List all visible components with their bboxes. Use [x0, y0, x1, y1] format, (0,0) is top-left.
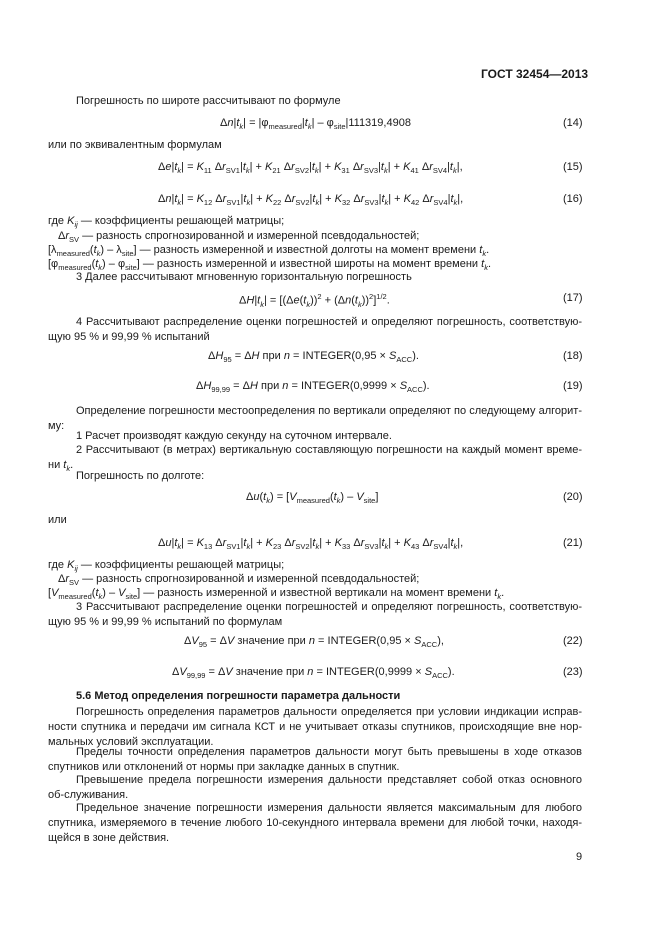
equation-17: $\Delta H|t_k| = [(\Delta e(t_k))^2 + (\Delta n(t_k))^2]^{1/2}$.	[239, 292, 390, 309]
where-r: $\Delta r_{SV}$ — разность спрогнозированной и измеренной псевдодальностей;	[58, 230, 420, 245]
lat-intro: Погрешность по широте рассчитывают по формуле	[76, 95, 341, 107]
equation-21: $\Delta u|t_k| = K_{13}$ $\Delta r_{SV1}|t_k| + K_{23}$ $\Delta r_{SV2}|t_k| + K_{33}$ $\Delta r_{SV3}|t_k| + K_{43}$ $\Delta r_{SV4}|t_k|$,	[158, 537, 464, 552]
vertical-step-2: 2 Рассчитывают (в метрах) вертикальную составляющую погрешности на каждый момент време-ни $t_k$.	[48, 444, 582, 474]
equation-19: $\Delta H_{99,99} = \Delta H$ при n = INTEGER(0,9999 × $S_{ACC}$).	[196, 380, 430, 395]
eq-number-21: (21)	[563, 537, 583, 549]
where-k-2: где $K_{ij}$ — коэффициенты решающей матрицы;	[48, 559, 285, 574]
equation-16: $\Delta n|t_k| = K_{12}$ $\Delta r_{SV1}|t_k| + K_{22}$ $\Delta r_{SV2}|t_k| + K_{32}$ $\Delta r_{SV3}|t_k| + K_{42}$ $\Delta r_{SV4}|t_k|$,	[158, 193, 464, 208]
step-3-vertical: 3 Рассчитывают распределение оценки погрешностей и определяют погрешность, соответствую-щую 95 % и 99,99 % испытаний по формулам	[48, 601, 582, 628]
section-title: Метод определения погрешности параметра дальности	[94, 690, 401, 702]
vertical-definition: Определение погрешности местоопределения по вертикали определяют по следующему алгорит-му:	[48, 405, 582, 432]
section-paragraph-4: Предельное значение погрешности измерения дальности является максимальным для любого спутника, измеряемого в течение любого 10-секундного интервала времени для любой точки, находя-щейся в зоне действия.	[48, 802, 582, 844]
equation-18: $\Delta H_{95} = \Delta H$ при n = INTEGER(0,95 × $S_{ACC}$).	[208, 350, 419, 365]
longitude-intro: Погрешность по долготе:	[76, 470, 205, 482]
step-3-horizontal: 3 Далее рассчитывают мгновенную горизонтальную погрешность	[76, 271, 412, 283]
eq-number-23: (23)	[563, 666, 583, 678]
eq-number-19: (19)	[563, 380, 583, 392]
eq-number-20: (20)	[563, 491, 583, 503]
standard-header: ГОСТ 32454—2013	[481, 67, 589, 81]
or-equivalent: или по эквивалентным формулам	[48, 139, 222, 151]
where-v: $[V_{measured}(t_k) - V_{site}]$ — разность измеренной и известной вертикали на момент времени $t_k$.	[48, 587, 505, 602]
section-heading	[76, 690, 400, 702]
eq-number-14: (14)	[563, 117, 583, 129]
eq-number-17: (17)	[563, 292, 583, 304]
equation-22: $\Delta V_{95} = \Delta V$ значение при n = INTEGER(0,95 × $S_{ACC}$),	[184, 635, 444, 650]
eq-number-18: (18)	[563, 350, 583, 362]
eq14-constant: |111319,4908	[345, 117, 411, 129]
section-number: 5.6	[76, 690, 92, 702]
step-4-paragraph: 4 Рассчитывают распределение оценки погрешностей и определяют погрешность, соответствую-щую 95 % и 99,99 % испытаний	[48, 316, 582, 343]
section-paragraph-1: Погрешность определения параметров дальности определяется при условии индикации исправ-ности спутника и передачи им сигнала КСТ и не учитывает отказы спутников, происходящие вне нор-мальных условий эксплуатации.	[48, 706, 582, 748]
where-k: где $K_{ij}$ — коэффициенты решающей матрицы;	[48, 215, 285, 230]
where-phi: $[\varphi_{measured}(t_k) - \varphi_{site}]$ — разность измеренной и известной широты на момент времени $t_k$.	[48, 258, 491, 273]
equation-14: $\Delta n|t_k| = |\varphi_{measured}|t_k| - \varphi_{site}|111319,4908$	[220, 117, 411, 132]
eq-number-15: (15)	[563, 161, 583, 173]
equation-23: $\Delta V_{99,99} = \Delta V$ значение при n = INTEGER(0,9999 × $S_{ACC}$).	[172, 666, 455, 681]
or-text: или	[48, 514, 67, 526]
page-number: 9	[576, 851, 583, 863]
vertical-step-1: 1 Расчет производят каждую секунду на суточном интервале.	[76, 430, 392, 442]
equation-15: $\Delta e|t_k| = K_{11}$ $\Delta r_{SV1}|t_k| + K_{21}$ $\Delta r_{SV2}|t_k| + K_{31}$ $\Delta r_{SV3}|t_k| + K_{41}$ $\Delta r_{SV4}|t_k|$,	[158, 161, 463, 176]
equation-20: $\Delta u(t_k) = [V_{measured}(t_k) - V_{site}]$	[246, 491, 379, 506]
eq-number-22: (22)	[563, 635, 583, 647]
where-lambda: $[\lambda_{measured}(t_k) - \lambda_{site}]$ — разность измеренной и известной долготы на момент времени $t_k$.	[48, 244, 490, 259]
where-r-2: $\Delta r_{SV}$ — разность спрогнозированной и измеренной псевдодальностей;	[58, 573, 420, 588]
eq-number-16: (16)	[563, 193, 583, 205]
section-paragraph-3: Превышение предела погрешности измерения дальности представляет собой отказ основного об-служивания.	[48, 774, 582, 801]
section-paragraph-2: Пределы точности определения параметров дальности могут быть превышены в ходе отказов спутников или отклонений от нормы при закладке данных в спутник.	[48, 746, 582, 773]
